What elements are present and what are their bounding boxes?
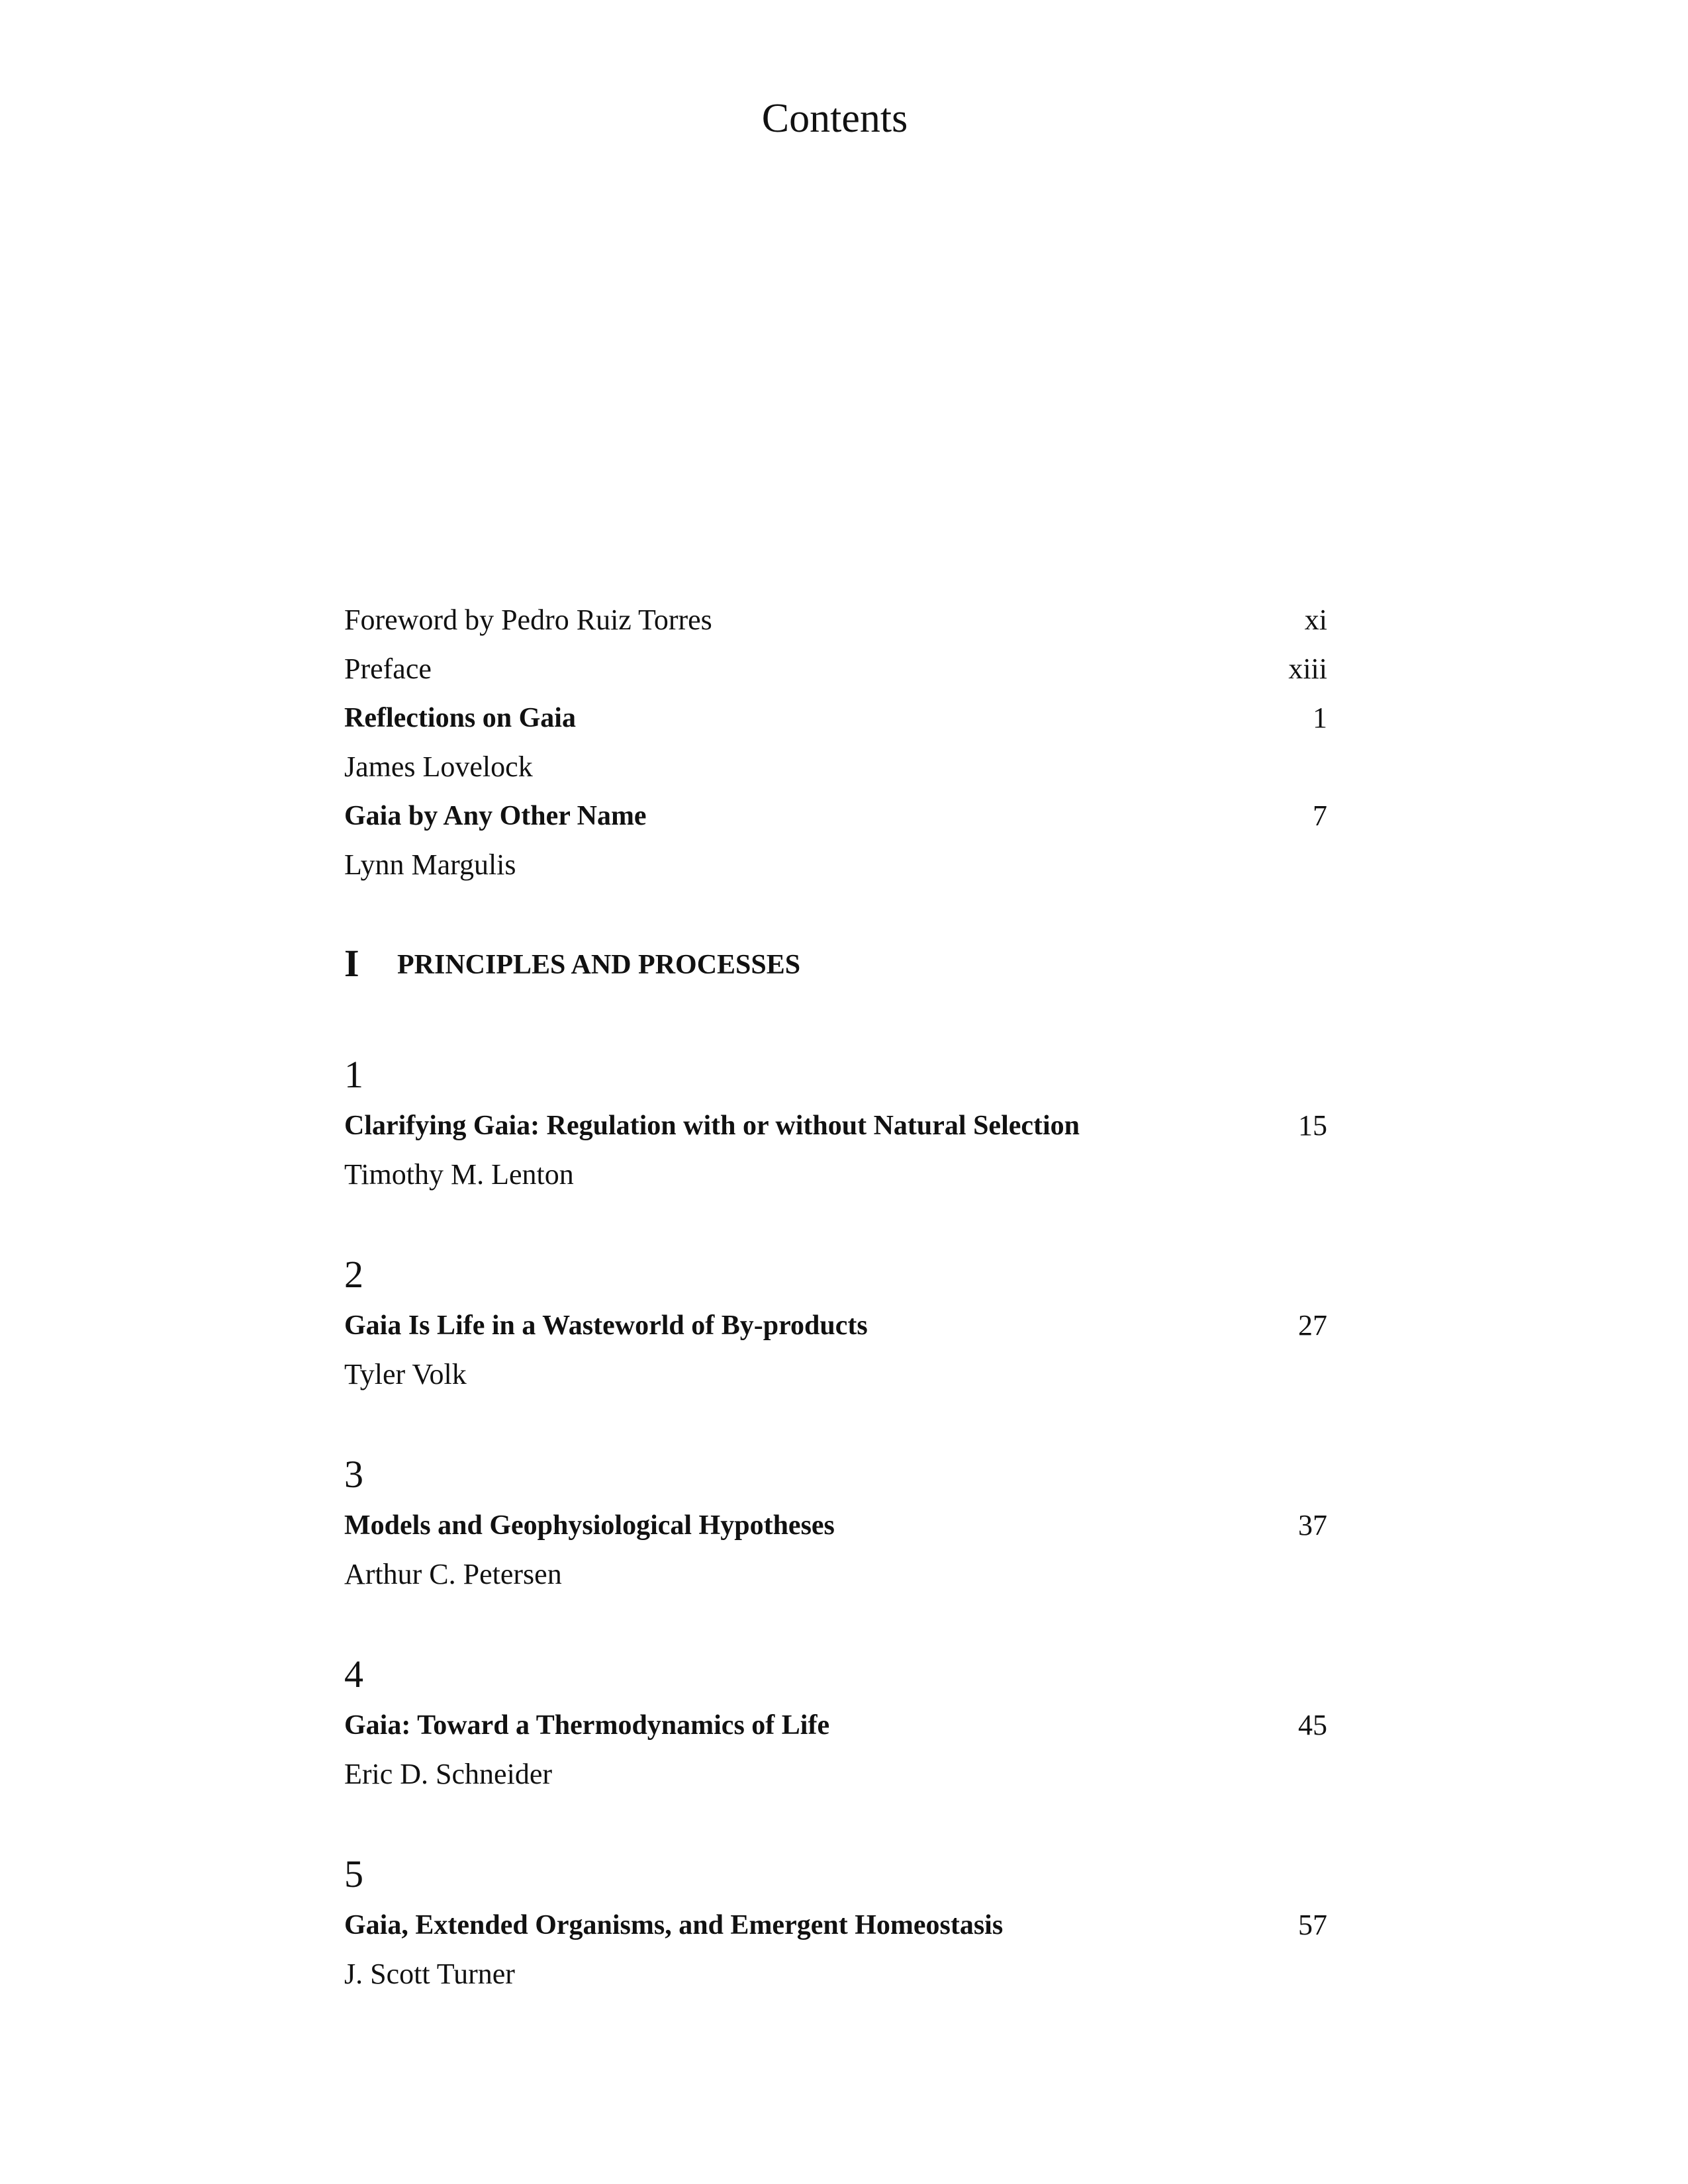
chapter-title-row <box>344 1301 1327 1350</box>
chapter-author: Eric D. Schneider <box>344 1758 552 1790</box>
chapter-title: Gaia Is Life in a Wasteworld of By-products <box>344 1310 868 1341</box>
chapter-title-row <box>344 1701 1327 1750</box>
chapter-page-number: 15 <box>1298 1109 1327 1142</box>
entry-title: Preface <box>344 653 432 685</box>
toc-entry-author <box>344 743 1327 792</box>
chapter-title: Models and Geophysiological Hypotheses <box>344 1510 835 1541</box>
chapter-entry[interactable] <box>344 1054 1327 1199</box>
page-title: Contents <box>761 96 908 141</box>
chapter-title-row <box>344 1101 1327 1150</box>
entry-page-number: xiii <box>1288 653 1327 685</box>
chapter-author-row <box>344 1150 1327 1199</box>
entry-author: James Lovelock <box>344 751 533 783</box>
chapter-number: 5 <box>344 1852 363 1895</box>
chapter-title-row <box>344 1501 1327 1550</box>
entry-title: Foreword by Pedro Ruiz Torres <box>344 604 712 636</box>
chapter-number: 3 <box>344 1453 363 1496</box>
chapter-entry[interactable] <box>344 1253 1327 1399</box>
chapter-author: J. Scott Turner <box>344 1958 515 1990</box>
toc-entry-author <box>344 841 1327 889</box>
chapter-entry[interactable] <box>344 1853 1327 1999</box>
toc-entry-gaia-by-any-other-name[interactable] <box>344 792 1327 841</box>
entry-page-number: xi <box>1304 604 1327 636</box>
toc-entry-foreword[interactable] <box>344 596 1327 645</box>
chapter-number: 1 <box>344 1053 363 1096</box>
part-numeral: I <box>344 942 359 985</box>
part-title: PRINCIPLES AND PROCESSES <box>397 950 801 980</box>
chapter-page-number: 57 <box>1298 1909 1327 1941</box>
entry-title: Reflections on Gaia <box>344 703 576 733</box>
entry-page-number: 1 <box>1313 702 1327 734</box>
entry-title: Gaia by Any Other Name <box>344 801 647 831</box>
chapter-title: Gaia, Extended Organisms, and Emergent Homeostasis <box>344 1910 1004 1940</box>
chapter-author-row <box>344 1550 1327 1599</box>
chapter-page-number: 45 <box>1298 1709 1327 1741</box>
entry-page-number: 7 <box>1313 799 1327 832</box>
chapter-number: 2 <box>344 1253 363 1296</box>
chapter-author: Arthur C. Petersen <box>344 1558 562 1590</box>
chapter-author-row <box>344 1750 1327 1799</box>
chapter-page-number: 37 <box>1298 1509 1327 1541</box>
chapter-author-row <box>344 1350 1327 1399</box>
chapter-title-row <box>344 1901 1327 1950</box>
table-of-contents <box>344 596 1327 1999</box>
chapter-entry[interactable] <box>344 1653 1327 1799</box>
toc-entry-preface[interactable] <box>344 645 1327 694</box>
chapter-author-row <box>344 1950 1327 1999</box>
entry-author: Lynn Margulis <box>344 848 516 881</box>
chapter-title: Clarifying Gaia: Regulation with or without Natural Selection <box>344 1111 1080 1141</box>
toc-entry-reflections-on-gaia[interactable] <box>344 694 1327 743</box>
chapter-page-number: 27 <box>1298 1309 1327 1342</box>
chapter-author: Timothy M. Lenton <box>344 1158 574 1191</box>
part-heading[interactable] <box>344 937 1327 990</box>
chapter-title: Gaia: Toward a Thermodynamics of Life <box>344 1710 830 1741</box>
chapter-number: 4 <box>344 1653 363 1696</box>
chapter-entry[interactable] <box>344 1453 1327 1599</box>
chapter-author: Tyler Volk <box>344 1358 467 1390</box>
